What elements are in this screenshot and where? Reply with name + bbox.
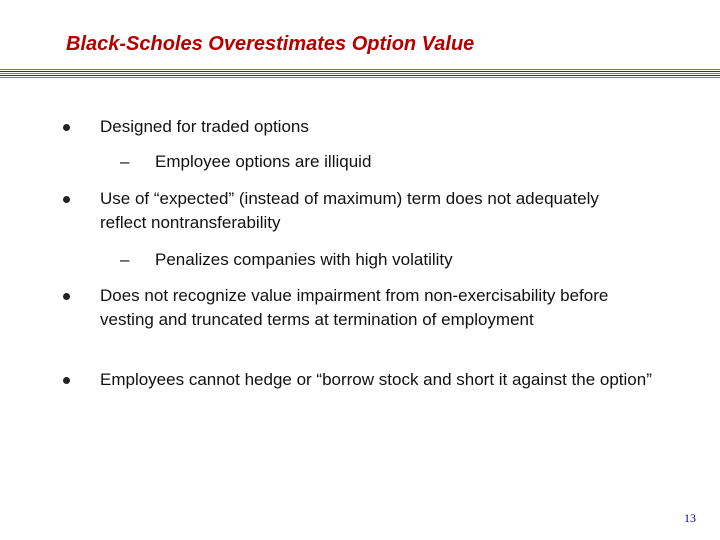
bullet-dot [63,124,70,131]
title-rule [0,69,720,78]
slide-title: Black-Scholes Overestimates Option Value [66,33,475,55]
bullet-dot [63,377,70,384]
bullet-dot [63,293,70,300]
bullet-dot [63,196,70,203]
title-rule-line [0,71,720,72]
bullet-text: Designed for traded options [100,117,309,136]
bullet-text: Employees cannot hedge or “borrow stock and short it against the option” [100,370,652,389]
title-rule-line [0,75,720,76]
bullet-text: Does not recognize value impairment from non-exercisability before vesting and truncated terms at termination of employment [100,286,609,329]
sub-bullet-text: Employee options are illiquid [155,152,372,171]
title-rule-line [0,77,720,78]
sub-bullet-text: Penalizes companies with high volatility [155,250,453,269]
page-number: 13 [684,511,696,525]
sub-bullet-dash: – [120,250,130,269]
title-rule-line [0,69,720,70]
bullet-text: Use of “expected” (instead of maximum) term does not adequately reflect nontransferability [100,189,599,232]
sub-bullet-dash: – [120,152,130,171]
title-rule-line [0,73,720,74]
